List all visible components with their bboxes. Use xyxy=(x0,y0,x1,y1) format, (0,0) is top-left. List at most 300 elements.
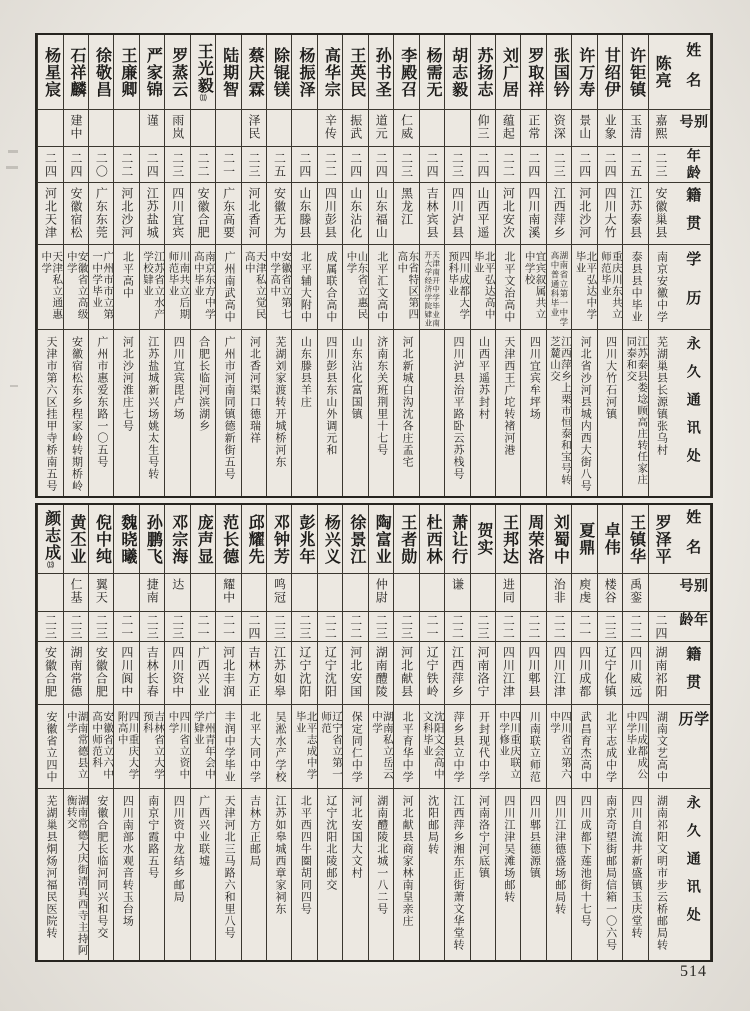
person-name xyxy=(373,514,390,565)
header-age-cell xyxy=(673,146,710,182)
address-value: 济南东关班荆里十七号 xyxy=(375,336,388,456)
origin-cell xyxy=(38,641,62,704)
address-value: 河南洛宁河底镇 xyxy=(477,795,490,879)
address-cell xyxy=(369,329,393,496)
origin-cell xyxy=(547,182,571,244)
person-name xyxy=(220,47,237,98)
origin-value: 广东东莞 xyxy=(94,187,109,239)
origin-value: 河北安次 xyxy=(501,187,516,239)
address-value: 山西平遥苏封村 xyxy=(477,336,490,420)
person-column xyxy=(113,35,138,496)
age-cell xyxy=(623,611,647,641)
age-value: 二三 xyxy=(374,613,389,640)
education-cell xyxy=(445,244,469,329)
age-cell xyxy=(445,611,469,641)
origin-value: 湖南醴陵 xyxy=(374,646,389,698)
name-value: 邓宗海 xyxy=(169,513,187,565)
education-value: 东省特区第四高中 xyxy=(396,251,419,320)
age-cell xyxy=(521,146,545,182)
origin-cell xyxy=(267,641,291,704)
age-cell xyxy=(598,611,622,641)
name-value: 除锟镁 xyxy=(271,46,289,98)
address-value: 南京宁霞路五号 xyxy=(146,795,159,879)
address-value: 四川郫县德源镇 xyxy=(528,795,541,879)
alias-value: 仲尉 xyxy=(374,578,389,604)
education-cell xyxy=(572,704,596,788)
age-cell xyxy=(38,146,62,182)
person-name xyxy=(652,55,669,89)
age-cell xyxy=(420,611,444,641)
origin-cell xyxy=(394,641,418,704)
origin-cell xyxy=(318,641,342,704)
age-cell xyxy=(114,146,138,182)
address-cell xyxy=(445,788,469,960)
origin-value: 河北安国 xyxy=(348,646,363,698)
origin-cell xyxy=(445,641,469,704)
origin-cell xyxy=(369,641,393,704)
alias-cell xyxy=(114,573,138,611)
age-cell xyxy=(420,146,444,182)
education-value: 北平弘达高中毕业 xyxy=(472,251,495,320)
header-origin-cell xyxy=(673,641,710,704)
origin-cell xyxy=(64,641,88,704)
alias-cell xyxy=(445,573,469,611)
address-value: 合肥长临河滨湖乡 xyxy=(197,336,210,432)
address-cell xyxy=(38,329,62,496)
name-cell xyxy=(140,35,164,109)
education-value: 江苏省立水产学校肄业 xyxy=(142,251,164,320)
age-cell xyxy=(216,611,240,641)
alias-cell xyxy=(598,573,622,611)
address-cell xyxy=(572,788,596,960)
origin-cell xyxy=(496,182,520,244)
education-cell xyxy=(165,704,189,788)
education-value: 北平志成中学毕业 xyxy=(294,711,317,780)
age-cell xyxy=(471,611,495,641)
person-name xyxy=(93,47,110,98)
name-value: 杨需无 xyxy=(424,46,442,98)
age-cell xyxy=(191,611,215,641)
age-cell xyxy=(369,611,393,641)
age-cell xyxy=(572,146,596,182)
alias-cell xyxy=(267,109,291,146)
origin-cell xyxy=(547,641,571,704)
name-value: 邓钟芳 xyxy=(271,513,289,565)
address-cell xyxy=(267,329,291,496)
address-value: 芜湖巢县长源镇张乌村 xyxy=(655,336,668,456)
address-cell xyxy=(140,788,164,960)
name-cell xyxy=(242,35,266,109)
age-cell xyxy=(140,146,164,182)
name-cell xyxy=(598,505,622,573)
name-value: 卓伟 xyxy=(602,522,620,556)
person-name xyxy=(551,514,568,565)
origin-cell xyxy=(191,182,215,244)
education-cell xyxy=(267,704,291,788)
person-column xyxy=(470,505,495,960)
education-value: 辽宁省立第一师范 xyxy=(320,711,342,780)
name-cell xyxy=(191,505,215,573)
education-value: 吴淞水产学校 xyxy=(273,711,286,783)
name-value: 王者勋 xyxy=(398,513,416,565)
education-cell xyxy=(445,704,469,788)
education-cell xyxy=(140,704,164,788)
name-value: 陆期智 xyxy=(220,46,238,98)
age-value: 二三 xyxy=(170,151,185,178)
alias-value: 资深 xyxy=(552,114,567,140)
alias-value: 嘉熙 xyxy=(654,114,669,140)
name-note: ⑾ xyxy=(199,94,208,101)
address-cell xyxy=(318,788,342,960)
person-column xyxy=(444,35,469,496)
person-name xyxy=(500,47,517,98)
address-value: 辽宁沈阳北陵邮交 xyxy=(324,795,337,891)
education-value: 川南共立后期师范毕业 xyxy=(167,251,190,320)
origin-value: 河北献县 xyxy=(399,646,414,698)
origin-value: 四川资中 xyxy=(170,646,185,698)
header-address-cell xyxy=(673,788,710,960)
education-value: 四川省立第六中学 xyxy=(549,711,571,780)
header-alias-cell xyxy=(673,573,710,611)
name-cell xyxy=(471,35,495,109)
person-column xyxy=(215,505,240,960)
person-name xyxy=(551,47,568,98)
name-cell xyxy=(89,505,113,573)
address-value: 广州市河南同镇德新街五号 xyxy=(223,336,236,480)
person-column xyxy=(444,505,469,960)
name-value: 王廉卿 xyxy=(118,46,136,98)
origin-value: 辽宁化镇 xyxy=(603,646,618,698)
name-value: 杨振泽 xyxy=(296,46,314,98)
age-value: 二三 xyxy=(68,613,83,640)
person-column xyxy=(215,35,240,496)
origin-cell xyxy=(445,182,469,244)
alias-cell xyxy=(649,109,673,146)
age-value: 二四 xyxy=(43,151,58,178)
age-cell xyxy=(369,146,393,182)
name-cell xyxy=(572,505,596,573)
address-cell xyxy=(191,788,215,960)
age-cell xyxy=(292,611,316,641)
address-value: 四川泸县治平路卧云苏栈号 xyxy=(452,336,464,480)
address-cell xyxy=(114,788,138,960)
person-name xyxy=(398,514,415,565)
person-name xyxy=(296,514,313,565)
address-value: 四川江津吴滩场邮转 xyxy=(502,795,515,903)
alias-cell xyxy=(114,109,138,146)
name-value: 杨星宸 xyxy=(42,46,60,98)
age-value: 二四 xyxy=(348,151,363,178)
education-value: 安徽省立六中高中师范科 xyxy=(91,711,114,780)
origin-cell xyxy=(38,182,62,244)
education-value: 北平大同中学 xyxy=(248,711,261,783)
alias-cell xyxy=(191,573,215,611)
alias-cell xyxy=(496,109,520,146)
age-value: 二三 xyxy=(297,613,312,640)
name-value: 彭兆年 xyxy=(296,513,314,565)
age-value: 二四 xyxy=(475,151,490,178)
name-value: 倪中纯 xyxy=(93,513,111,565)
age-cell xyxy=(64,146,88,182)
origin-cell xyxy=(292,641,316,704)
alias-cell xyxy=(420,573,444,611)
age-value: 二四 xyxy=(247,613,262,640)
origin-value: 江苏如皋 xyxy=(272,646,287,698)
origin-value: 广西兴业 xyxy=(196,646,211,698)
person-column xyxy=(520,35,545,496)
name-cell xyxy=(547,505,571,573)
address-value: 四川宜宾毘卢场 xyxy=(172,336,185,420)
address-cell xyxy=(292,788,316,960)
person-column xyxy=(419,505,444,960)
scan-artifact xyxy=(8,150,18,153)
name-value: 范长德 xyxy=(220,513,238,565)
address-value: 四川宜宾牟坪场 xyxy=(528,336,541,420)
education-value: 川南联立师范 xyxy=(528,711,541,783)
alias-value: 捷南 xyxy=(145,578,160,604)
alias-cell xyxy=(623,573,647,611)
education-cell xyxy=(547,704,571,788)
alias-cell xyxy=(521,573,545,611)
origin-value: 广东高要 xyxy=(221,187,236,239)
header-education-label: 学历 xyxy=(676,711,709,750)
person-name xyxy=(347,47,364,98)
age-value: 二三 xyxy=(272,613,287,640)
person-column xyxy=(495,35,520,496)
education-cell xyxy=(318,704,342,788)
age-value: 二四 xyxy=(374,151,389,178)
address-cell xyxy=(598,329,622,496)
education-value: 开封现代中学 xyxy=(477,711,490,783)
education-cell xyxy=(496,704,520,788)
age-value: 二三 xyxy=(399,151,414,178)
name-value: 李殿召 xyxy=(398,46,416,98)
header-name-label: 姓名 xyxy=(684,509,701,569)
alias-value: 道元 xyxy=(374,114,389,140)
address-value: 芜湖刘家渡转开城桥河东 xyxy=(273,336,286,468)
origin-value: 四川阆中 xyxy=(119,646,134,698)
education-cell xyxy=(38,704,62,788)
person-name xyxy=(373,47,390,98)
address-cell xyxy=(420,788,444,960)
address-value: 四川资中龙结乡邮局 xyxy=(172,795,185,903)
address-value: 四川彭县东山外调元和 xyxy=(324,336,337,456)
age-cell xyxy=(292,146,316,182)
name-value: 陈亮 xyxy=(653,55,671,89)
alias-cell xyxy=(471,109,495,146)
age-value: 二三 xyxy=(94,613,109,640)
address-cell xyxy=(38,788,62,960)
person-name xyxy=(322,47,339,98)
education-cell xyxy=(394,244,418,329)
name-value: 魏晓曦 xyxy=(118,513,136,565)
education-cell xyxy=(318,244,342,329)
origin-value: 江苏盐城 xyxy=(145,187,160,239)
origin-value: 河北丰润 xyxy=(221,646,236,698)
alias-cell xyxy=(242,573,266,611)
education-cell xyxy=(521,244,545,329)
education-cell xyxy=(64,704,88,788)
alias-value: 玉清 xyxy=(628,114,643,140)
age-value: 二一 xyxy=(425,613,440,640)
alias-cell xyxy=(598,109,622,146)
age-cell xyxy=(89,611,113,641)
origin-value: 四川江津 xyxy=(501,646,516,698)
person-column xyxy=(190,505,215,960)
education-cell xyxy=(547,244,571,329)
alias-cell xyxy=(140,573,164,611)
age-value: 二五 xyxy=(628,151,643,178)
alias-cell xyxy=(496,573,520,611)
alias-cell xyxy=(191,109,215,146)
name-value: 孙书圣 xyxy=(373,46,391,98)
register-table-bottom xyxy=(35,503,713,962)
address-cell xyxy=(572,329,596,496)
scan-artifact xyxy=(10,385,18,387)
person-name xyxy=(67,47,84,98)
name-cell xyxy=(318,505,342,573)
alias-cell xyxy=(38,109,62,146)
origin-cell xyxy=(598,182,622,244)
origin-cell xyxy=(572,641,596,704)
person-name xyxy=(67,514,84,565)
origin-cell xyxy=(521,182,545,244)
education-cell xyxy=(292,244,316,329)
education-value: 重庆川东共立师范毕业 xyxy=(599,251,622,320)
alias-cell xyxy=(649,573,673,611)
alias-value: 蕴起 xyxy=(501,114,516,140)
address-cell xyxy=(623,788,647,960)
age-value: 二二 xyxy=(526,613,541,640)
name-value: 罗蒸云 xyxy=(169,46,187,98)
person-column xyxy=(546,505,571,960)
education-cell xyxy=(38,244,62,329)
person-name xyxy=(169,514,186,565)
age-cell xyxy=(343,611,367,641)
header-education-cell xyxy=(673,244,710,329)
address-value: 江苏盐城新兴场姚太生号转 xyxy=(146,336,159,480)
education-value: 四川成都大学预科毕业 xyxy=(447,251,470,320)
address-cell xyxy=(140,329,164,496)
origin-cell xyxy=(165,182,189,244)
origin-value: 山西平遥 xyxy=(475,187,490,239)
age-value: 二四 xyxy=(145,151,160,178)
age-cell xyxy=(191,146,215,182)
person-name xyxy=(525,47,542,98)
origin-value: 湖南常德 xyxy=(68,646,83,698)
age-value: 二一 xyxy=(196,613,211,640)
education-value: 广州南武高中 xyxy=(223,251,236,323)
education-value: 四川重庆联立中学修业 xyxy=(498,711,521,780)
alias-cell xyxy=(445,109,469,146)
alias-value: 建中 xyxy=(68,114,83,140)
address-cell xyxy=(649,788,673,960)
origin-value: 河北天津 xyxy=(43,187,58,239)
origin-cell xyxy=(394,182,418,244)
person-column xyxy=(597,35,622,496)
name-value: 苏扬志 xyxy=(475,46,493,98)
alias-cell xyxy=(89,109,113,146)
name-value: 徐景江 xyxy=(347,513,365,565)
alias-cell xyxy=(394,109,418,146)
person-name xyxy=(144,514,161,565)
alias-cell xyxy=(343,573,367,611)
education-cell xyxy=(649,704,673,788)
name-note: ⒀ xyxy=(46,561,55,568)
origin-value: 湖南祁阳 xyxy=(654,646,669,698)
header-alias-label: 别号 xyxy=(677,578,708,596)
address-value: 南京奇望街邮局信箱一〇六号 xyxy=(604,795,617,951)
name-value: 夏鼎 xyxy=(576,522,594,556)
education-value: 北平汇文高中 xyxy=(375,251,388,323)
age-value: 二五 xyxy=(272,151,287,178)
name-value: 王镇华 xyxy=(627,513,645,565)
education-cell xyxy=(471,704,495,788)
address-cell xyxy=(216,329,240,496)
origin-cell xyxy=(649,182,673,244)
education-value: 四川重庆大学附高中 xyxy=(116,711,139,780)
alias-value: 正常 xyxy=(526,114,541,140)
address-value: 江西萍乡上栗市恒泰和宝号转芝麓山交 xyxy=(549,336,571,486)
person-name xyxy=(652,514,669,565)
age-cell xyxy=(38,611,62,641)
origin-cell xyxy=(140,641,164,704)
header-age-cell xyxy=(673,611,710,641)
name-value: 甘绍伊 xyxy=(602,46,620,98)
person-column xyxy=(571,505,596,960)
origin-value: 吉林宾县 xyxy=(425,187,440,239)
age-cell xyxy=(165,146,189,182)
origin-value: 安徽合肥 xyxy=(43,646,58,698)
alias-value: 振武 xyxy=(348,114,363,140)
education-value: 泰县县中毕业 xyxy=(630,251,643,323)
education-value: 南京安徽中学 xyxy=(655,251,668,323)
header-education-label: 学历 xyxy=(684,251,701,329)
address-cell xyxy=(343,329,367,496)
alias-value: 庾虔 xyxy=(577,578,592,604)
alias-value: 仰三 xyxy=(475,114,490,140)
address-cell xyxy=(191,329,215,496)
alias-cell xyxy=(216,573,240,611)
age-value: 二四 xyxy=(577,151,592,178)
age-value: 二四 xyxy=(603,151,618,178)
name-value: 王英民 xyxy=(347,46,365,98)
name-cell xyxy=(165,505,189,573)
alias-value: 禹銮 xyxy=(628,578,643,604)
address-value: 河北省沙河县城内西大街八号 xyxy=(579,336,592,492)
alias-cell xyxy=(64,573,88,611)
name-value: 庞声显 xyxy=(195,513,213,565)
name-cell xyxy=(140,505,164,573)
origin-value: 四川宜宾 xyxy=(170,187,185,239)
name-value: 邱耀先 xyxy=(246,513,264,565)
person-name xyxy=(602,522,619,556)
address-cell xyxy=(496,329,520,496)
alias-cell xyxy=(547,573,571,611)
header-alias-cell xyxy=(673,109,710,146)
education-cell xyxy=(216,704,240,788)
address-cell xyxy=(89,329,113,496)
address-value: 河北献县商家林南皇亲庄 xyxy=(401,795,414,927)
origin-value: 山东滕县 xyxy=(297,187,312,239)
age-value: 二二 xyxy=(323,613,338,640)
address-value: 广州市惠爱东路一〇五号 xyxy=(95,336,108,468)
origin-cell xyxy=(496,641,520,704)
person-column xyxy=(648,505,673,960)
name-cell xyxy=(521,35,545,109)
education-cell xyxy=(369,704,393,788)
person-name xyxy=(576,47,593,98)
